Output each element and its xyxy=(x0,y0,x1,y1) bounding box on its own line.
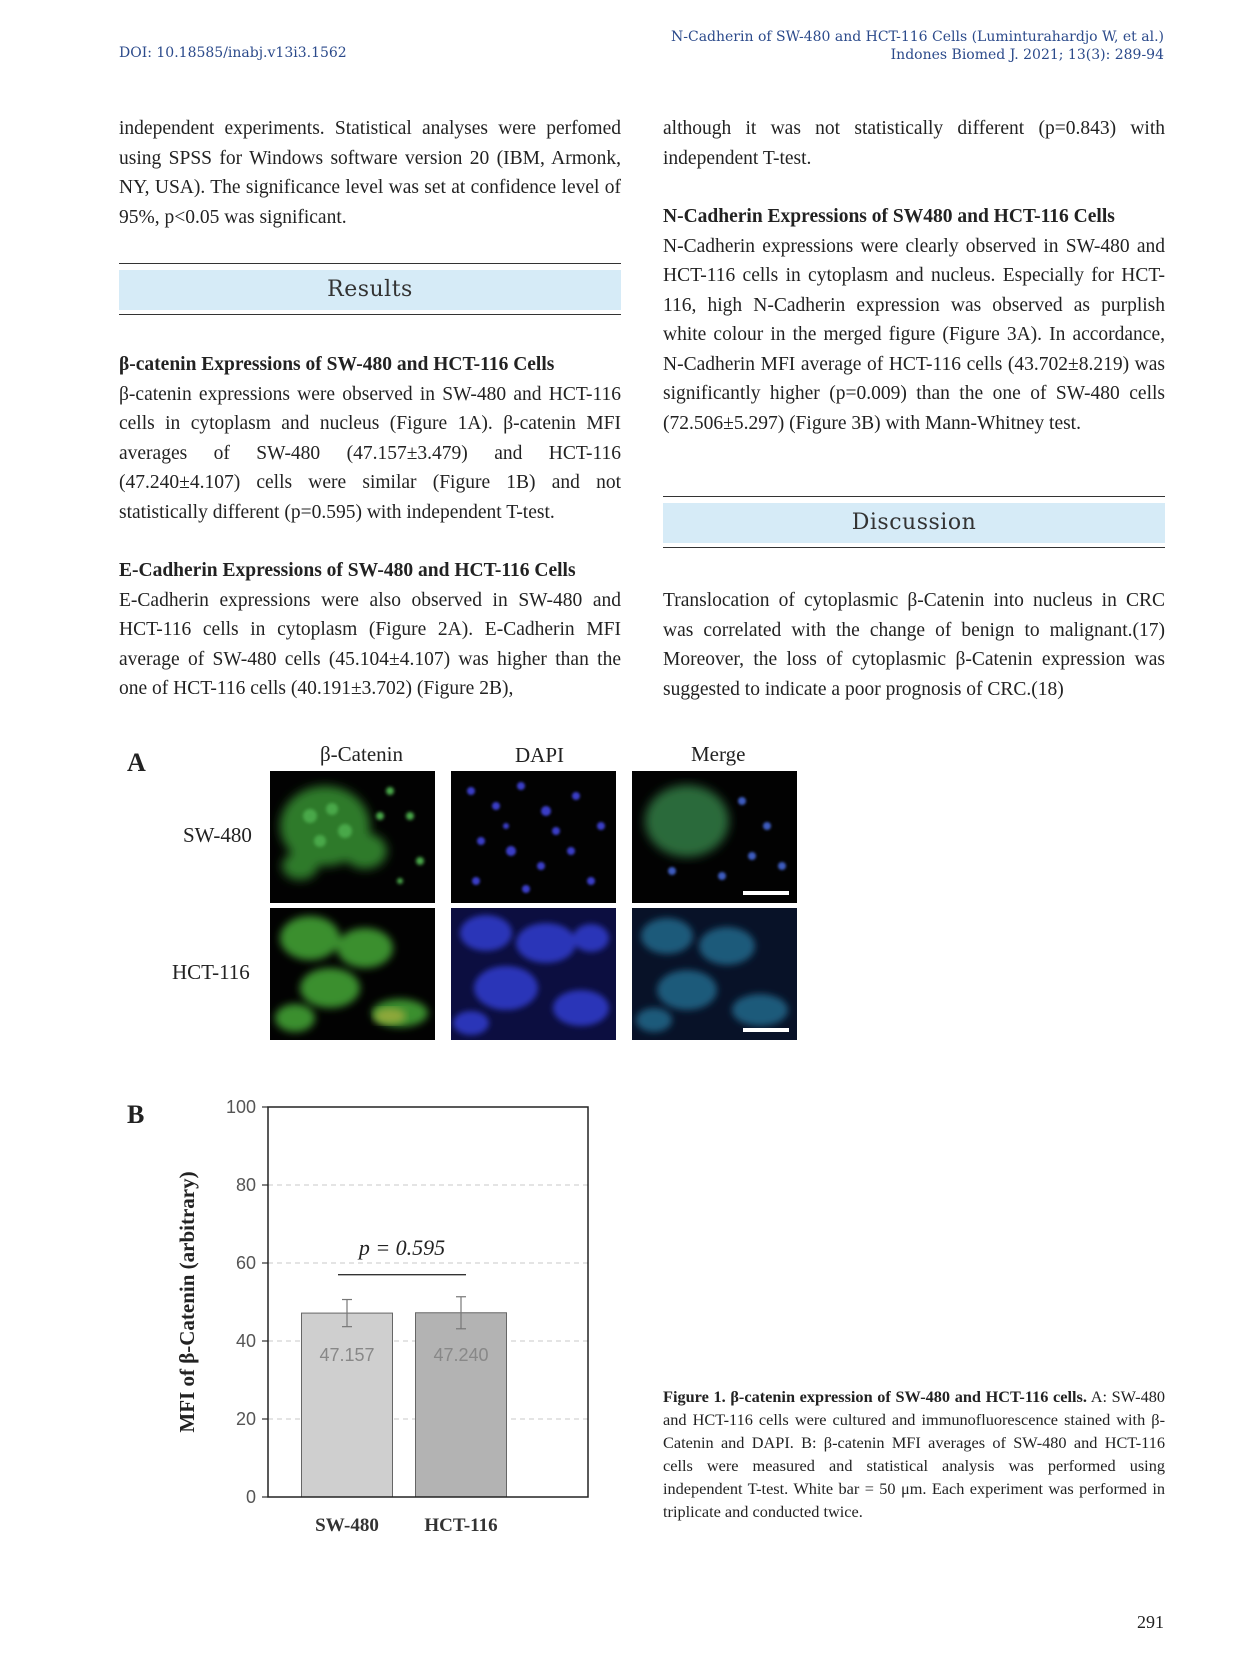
results-title: Results xyxy=(119,270,621,310)
data-label: 47.240 xyxy=(433,1344,489,1365)
running-header xyxy=(671,28,1164,64)
fluorescence-image xyxy=(632,771,797,903)
panel-a-label: A xyxy=(127,748,146,777)
x-tick-label: SW-480 xyxy=(315,1515,379,1536)
beta-catenin-paragraph: β-catenin expressions were observed in SW-480 and HCT-116 cells in cytoplasm and nucleus (Figure 1A). β-catenin MFI averages of SW-480 (47.157±3.479) and HCT-116 (47.240±4.107) cells were similar (Figure 1B) and not statistically different (p=0.595) with independent T-test. xyxy=(119,383,621,523)
micrograph-sw480-beta-catenin xyxy=(270,771,435,903)
left-column xyxy=(119,114,621,232)
fluorescence-image xyxy=(270,771,435,903)
e-cadherin-paragraph: E-Cadherin expressions were also observed in SW-480 and HCT-116 cells in cytoplasm (Figure 2A). E-Cadherin MFI average of SW-480 cells (45.104±4.107) was higher than the one of HCT-116 cells (40.191±3.702) (Figure 2B), xyxy=(119,589,621,699)
y-tick-label: 60 xyxy=(235,1253,256,1273)
n-cadherin-heading: N-Cadherin Expressions of SW480 and HCT-116 Cells xyxy=(663,206,1115,227)
beta-catenin-mfi-bar-chart xyxy=(160,1085,620,1560)
y-tick-label: 40 xyxy=(235,1331,256,1351)
fluorescence-image xyxy=(632,908,797,1040)
micrograph-hct116-beta-catenin xyxy=(270,908,435,1040)
left-column-results xyxy=(119,350,621,704)
y-tick-label: 80 xyxy=(235,1175,256,1195)
y-tick-label: 100 xyxy=(225,1097,256,1117)
figure-caption xyxy=(663,1385,1165,1523)
beta-catenin-heading: β-catenin Expressions of SW-480 and HCT-116 Cells xyxy=(119,354,555,375)
intro-paragraph: independent experiments. Statistical analyses were perfomed using SPSS for Windows software version 20 (IBM, Armonk, NY, USA). The significance level was set at confidence level of 95%, p<0.05 was significant. xyxy=(119,118,621,228)
caption-body: A: SW-480 and HCT-116 cells were cultured and immunofluorescence stained with β-Catenin and DAPI. B: β-catenin MFI averages of SW-480 and HCT-116 cells were measured and statistical analysis was performed using independent T-test. White bar = 50 μm. Each experiment was performed in triplicate and conducted twice. xyxy=(663,1387,1165,1521)
discussion-section-header xyxy=(663,496,1165,548)
row-label-sw480: SW-480 xyxy=(183,823,252,847)
fluorescence-image xyxy=(451,771,616,903)
scale-bar xyxy=(743,891,789,895)
results-section-header xyxy=(119,263,621,315)
micrograph-sw480-merge xyxy=(632,771,797,903)
journal-citation: Indones Biomed J. 2021; 13(3): 289-94 xyxy=(890,47,1164,63)
y-tick-label: 0 xyxy=(245,1487,256,1507)
continuation-paragraph: although it was not statistically different (p=0.843) with independent T-test. xyxy=(663,118,1165,169)
fluorescence-image xyxy=(451,908,616,1040)
fluorescence-image xyxy=(270,908,435,1040)
column-label-dapi: DAPI xyxy=(515,743,565,767)
n-cadherin-paragraph: N-Cadherin expressions were clearly observed in SW-480 and HCT-116 cells in cytoplasm and nucleus. Especially for HCT-116, high N-Cadherin expression was observed as purplish white colour in the merged figure (Figure 3A). In accordance, N-Cadherin MFI average of HCT-116 cells (43.702±8.219) was significantly higher (p=0.009) than the one of SW-480 cells (72.506±5.297) (Figure 3B) with Mann-Whitney test. xyxy=(663,235,1165,434)
bar xyxy=(416,1313,507,1497)
data-label: 47.157 xyxy=(319,1345,375,1366)
y-tick-label: 20 xyxy=(235,1409,256,1429)
column-label-beta-catenin: β-Catenin xyxy=(320,742,403,766)
page-number: 291 xyxy=(1137,1612,1164,1632)
running-title: N-Cadherin of SW-480 and HCT-116 Cells (Luminturahardjo W, et al.) xyxy=(671,29,1164,45)
x-tick-label: HCT-116 xyxy=(424,1515,498,1536)
bar xyxy=(302,1313,393,1497)
micrograph-hct116-dapi xyxy=(451,908,616,1040)
column-label-merge: Merge xyxy=(691,742,746,766)
discussion-title: Discussion xyxy=(663,503,1165,543)
p-value-annotation: p = 0.595 xyxy=(358,1235,446,1261)
caption-title: Figure 1. β-catenin expression of SW-480 and HCT-116 cells. xyxy=(663,1387,1087,1406)
row-label-hct116: HCT-116 xyxy=(172,960,250,984)
micrograph-hct116-merge xyxy=(632,908,797,1040)
discussion-paragraph: Translocation of cytoplasmic β-Catenin into nucleus in CRC was correlated with the change of benign to malignant.(17) Moreover, the loss of cytoplasmic β-Catenin expression was suggested to indicate a poor prognosis of CRC.(18) xyxy=(663,590,1165,700)
right-column-discussion xyxy=(663,586,1165,704)
micrograph-sw480-dapi xyxy=(451,771,616,903)
y-axis-label: MFI of β-Catenin (arbitrary) xyxy=(175,1171,199,1433)
e-cadherin-heading: E-Cadherin Expressions of SW-480 and HCT-116 Cells xyxy=(119,560,576,581)
doi-text: DOI: 10.18585/inabj.v13i3.1562 xyxy=(119,45,347,61)
right-column xyxy=(663,114,1165,438)
panel-b-label: B xyxy=(127,1100,145,1129)
scale-bar xyxy=(743,1028,789,1032)
